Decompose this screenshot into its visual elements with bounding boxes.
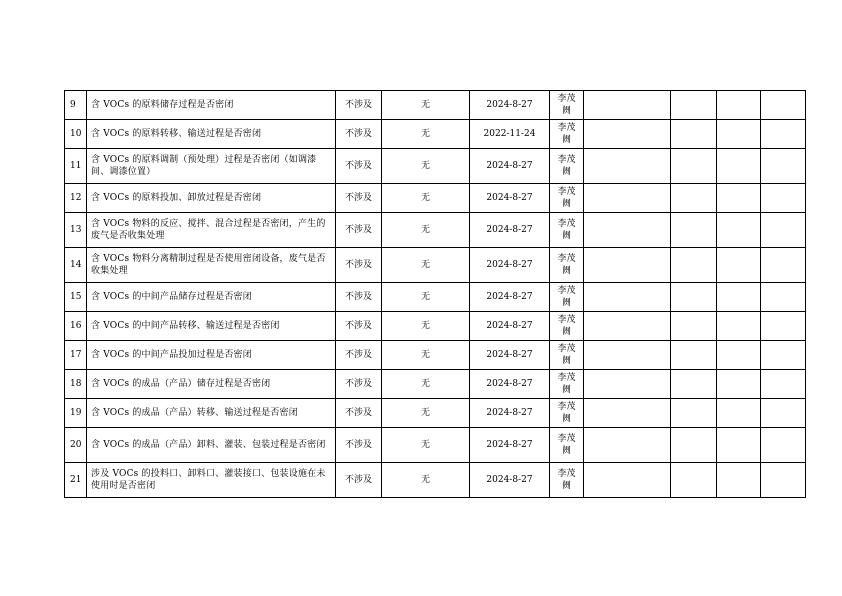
issue-cell: 无 <box>382 399 470 428</box>
issue-cell: 无 <box>382 213 470 248</box>
involvement-cell: 不涉及 <box>336 149 382 184</box>
involvement-cell: 不涉及 <box>336 184 382 213</box>
inspector-cell: 李茂 阓 <box>550 91 584 120</box>
issue-cell: 无 <box>382 248 470 283</box>
table-row <box>65 341 806 370</box>
table-row <box>65 184 806 213</box>
inspector-cell: 李茂 阓 <box>550 184 584 213</box>
date-cell: 2024-8-27 <box>470 312 550 341</box>
empty-cell <box>761 91 806 120</box>
empty-cell <box>584 91 671 120</box>
inspection-item-cell: 涉及 VOCs 的投料口、卸料口、灌装接口、包装设施在未使用时是否密闭 <box>87 463 336 498</box>
empty-cell <box>671 312 717 341</box>
table-row <box>65 399 806 428</box>
empty-cell <box>761 399 806 428</box>
date-cell: 2024-8-27 <box>470 370 550 399</box>
row-number-cell: 16 <box>65 312 87 341</box>
empty-cell <box>671 370 717 399</box>
empty-cell <box>584 184 671 213</box>
issue-cell: 无 <box>382 428 470 463</box>
empty-cell <box>671 283 717 312</box>
issue-cell: 无 <box>382 283 470 312</box>
empty-cell <box>584 120 671 149</box>
row-number-cell: 19 <box>65 399 87 428</box>
inspection-item-cell: 含 VOCs 的原料投加、卸放过程是否密闭 <box>87 184 336 213</box>
empty-cell <box>761 463 806 498</box>
table-row <box>65 312 806 341</box>
involvement-cell: 不涉及 <box>336 399 382 428</box>
inspector-cell: 李茂 阓 <box>550 248 584 283</box>
date-cell: 2024-8-27 <box>470 463 550 498</box>
inspector-cell: 李茂 阓 <box>550 463 584 498</box>
table-row <box>65 370 806 399</box>
date-cell: 2024-8-27 <box>470 248 550 283</box>
involvement-cell: 不涉及 <box>336 370 382 399</box>
empty-cell <box>717 463 761 498</box>
empty-cell <box>717 341 761 370</box>
empty-cell <box>584 149 671 184</box>
row-number-cell: 21 <box>65 463 87 498</box>
involvement-cell: 不涉及 <box>336 248 382 283</box>
empty-cell <box>717 184 761 213</box>
empty-cell <box>717 283 761 312</box>
row-number-cell: 9 <box>65 91 87 120</box>
table-row <box>65 428 806 463</box>
involvement-cell: 不涉及 <box>336 428 382 463</box>
row-number-cell: 18 <box>65 370 87 399</box>
date-cell: 2024-8-27 <box>470 213 550 248</box>
table-row <box>65 283 806 312</box>
empty-cell <box>671 91 717 120</box>
empty-cell <box>584 283 671 312</box>
empty-cell <box>671 213 717 248</box>
inspection-item-cell: 含 VOCs 的中间产品投加过程是否密闭 <box>87 341 336 370</box>
inspector-cell: 李茂 阓 <box>550 399 584 428</box>
issue-cell: 无 <box>382 312 470 341</box>
empty-cell <box>584 312 671 341</box>
empty-cell <box>761 428 806 463</box>
inspection-item-cell: 含 VOCs 的中间产品储存过程是否密闭 <box>87 283 336 312</box>
empty-cell <box>761 184 806 213</box>
date-cell: 2024-8-27 <box>470 283 550 312</box>
issue-cell: 无 <box>382 120 470 149</box>
empty-cell <box>671 463 717 498</box>
issue-cell: 无 <box>382 149 470 184</box>
empty-cell <box>717 312 761 341</box>
issue-cell: 无 <box>382 91 470 120</box>
issue-cell: 无 <box>382 370 470 399</box>
date-cell: 2024-8-27 <box>470 399 550 428</box>
empty-cell <box>761 149 806 184</box>
table-row <box>65 149 806 184</box>
row-number-cell: 14 <box>65 248 87 283</box>
inspection-item-cell: 含 VOCs 的成品（产品）储存过程是否密闭 <box>87 370 336 399</box>
table-row <box>65 120 806 149</box>
issue-cell: 无 <box>382 184 470 213</box>
inspector-cell: 李茂 阓 <box>550 283 584 312</box>
date-cell: 2024-8-27 <box>470 341 550 370</box>
inspector-cell: 李茂 阓 <box>550 341 584 370</box>
empty-cell <box>671 341 717 370</box>
empty-cell <box>761 248 806 283</box>
inspection-item-cell: 含 VOCs 的中间产品转移、输送过程是否密闭 <box>87 312 336 341</box>
inspection-item-cell: 含 VOCs 的成品（产品）卸料、灌装、包装过程是否密闭 <box>87 428 336 463</box>
table-body <box>65 91 806 498</box>
empty-cell <box>584 213 671 248</box>
inspector-cell: 李茂 阓 <box>550 370 584 399</box>
empty-cell <box>584 463 671 498</box>
involvement-cell: 不涉及 <box>336 91 382 120</box>
date-cell: 2022-11-24 <box>470 120 550 149</box>
involvement-cell: 不涉及 <box>336 463 382 498</box>
row-number-cell: 10 <box>65 120 87 149</box>
empty-cell <box>584 248 671 283</box>
inspection-item-cell: 含 VOCs 物料分离精制过程是否使用密闭设备，废气是否收集处理 <box>87 248 336 283</box>
empty-cell <box>761 370 806 399</box>
empty-cell <box>717 370 761 399</box>
empty-cell <box>717 213 761 248</box>
empty-cell <box>671 399 717 428</box>
empty-cell <box>584 370 671 399</box>
empty-cell <box>761 120 806 149</box>
row-number-cell: 13 <box>65 213 87 248</box>
table-row <box>65 213 806 248</box>
empty-cell <box>761 312 806 341</box>
empty-cell <box>584 399 671 428</box>
inspection-item-cell: 含 VOCs 的成品（产品）转移、输送过程是否密闭 <box>87 399 336 428</box>
table-row <box>65 91 806 120</box>
involvement-cell: 不涉及 <box>336 341 382 370</box>
inspector-cell: 李茂 阓 <box>550 120 584 149</box>
inspector-cell: 李茂 阓 <box>550 428 584 463</box>
empty-cell <box>584 428 671 463</box>
table-row <box>65 463 806 498</box>
row-number-cell: 15 <box>65 283 87 312</box>
row-number-cell: 11 <box>65 149 87 184</box>
empty-cell <box>671 248 717 283</box>
issue-cell: 无 <box>382 463 470 498</box>
empty-cell <box>671 428 717 463</box>
table-row <box>65 248 806 283</box>
empty-cell <box>717 120 761 149</box>
issue-cell: 无 <box>382 341 470 370</box>
empty-cell <box>717 428 761 463</box>
empty-cell <box>671 120 717 149</box>
inspection-item-cell: 含 VOCs 物料的反应、搅拌、混合过程是否密闭，产生的废气是否收集处理 <box>87 213 336 248</box>
involvement-cell: 不涉及 <box>336 312 382 341</box>
inspector-cell: 李茂 阓 <box>550 213 584 248</box>
empty-cell <box>717 399 761 428</box>
inspector-cell: 李茂 阓 <box>550 149 584 184</box>
date-cell: 2024-8-27 <box>470 184 550 213</box>
empty-cell <box>717 149 761 184</box>
involvement-cell: 不涉及 <box>336 120 382 149</box>
empty-cell <box>671 184 717 213</box>
row-number-cell: 20 <box>65 428 87 463</box>
inspection-item-cell: 含 VOCs 的原料储存过程是否密闭 <box>87 91 336 120</box>
empty-cell <box>717 248 761 283</box>
date-cell: 2024-8-27 <box>470 428 550 463</box>
inspector-cell: 李茂 阓 <box>550 312 584 341</box>
inspection-item-cell: 含 VOCs 的原料调制（预处理）过程是否密闭（如调漆间、调漆位置） <box>87 149 336 184</box>
empty-cell <box>717 91 761 120</box>
inspection-table <box>64 90 806 498</box>
row-number-cell: 17 <box>65 341 87 370</box>
row-number-cell: 12 <box>65 184 87 213</box>
date-cell: 2024-8-27 <box>470 149 550 184</box>
empty-cell <box>761 341 806 370</box>
inspection-item-cell: 含 VOCs 的原料转移、输送过程是否密闭 <box>87 120 336 149</box>
empty-cell <box>761 213 806 248</box>
involvement-cell: 不涉及 <box>336 213 382 248</box>
empty-cell <box>671 149 717 184</box>
date-cell: 2024-8-27 <box>470 91 550 120</box>
involvement-cell: 不涉及 <box>336 283 382 312</box>
empty-cell <box>584 341 671 370</box>
empty-cell <box>761 283 806 312</box>
